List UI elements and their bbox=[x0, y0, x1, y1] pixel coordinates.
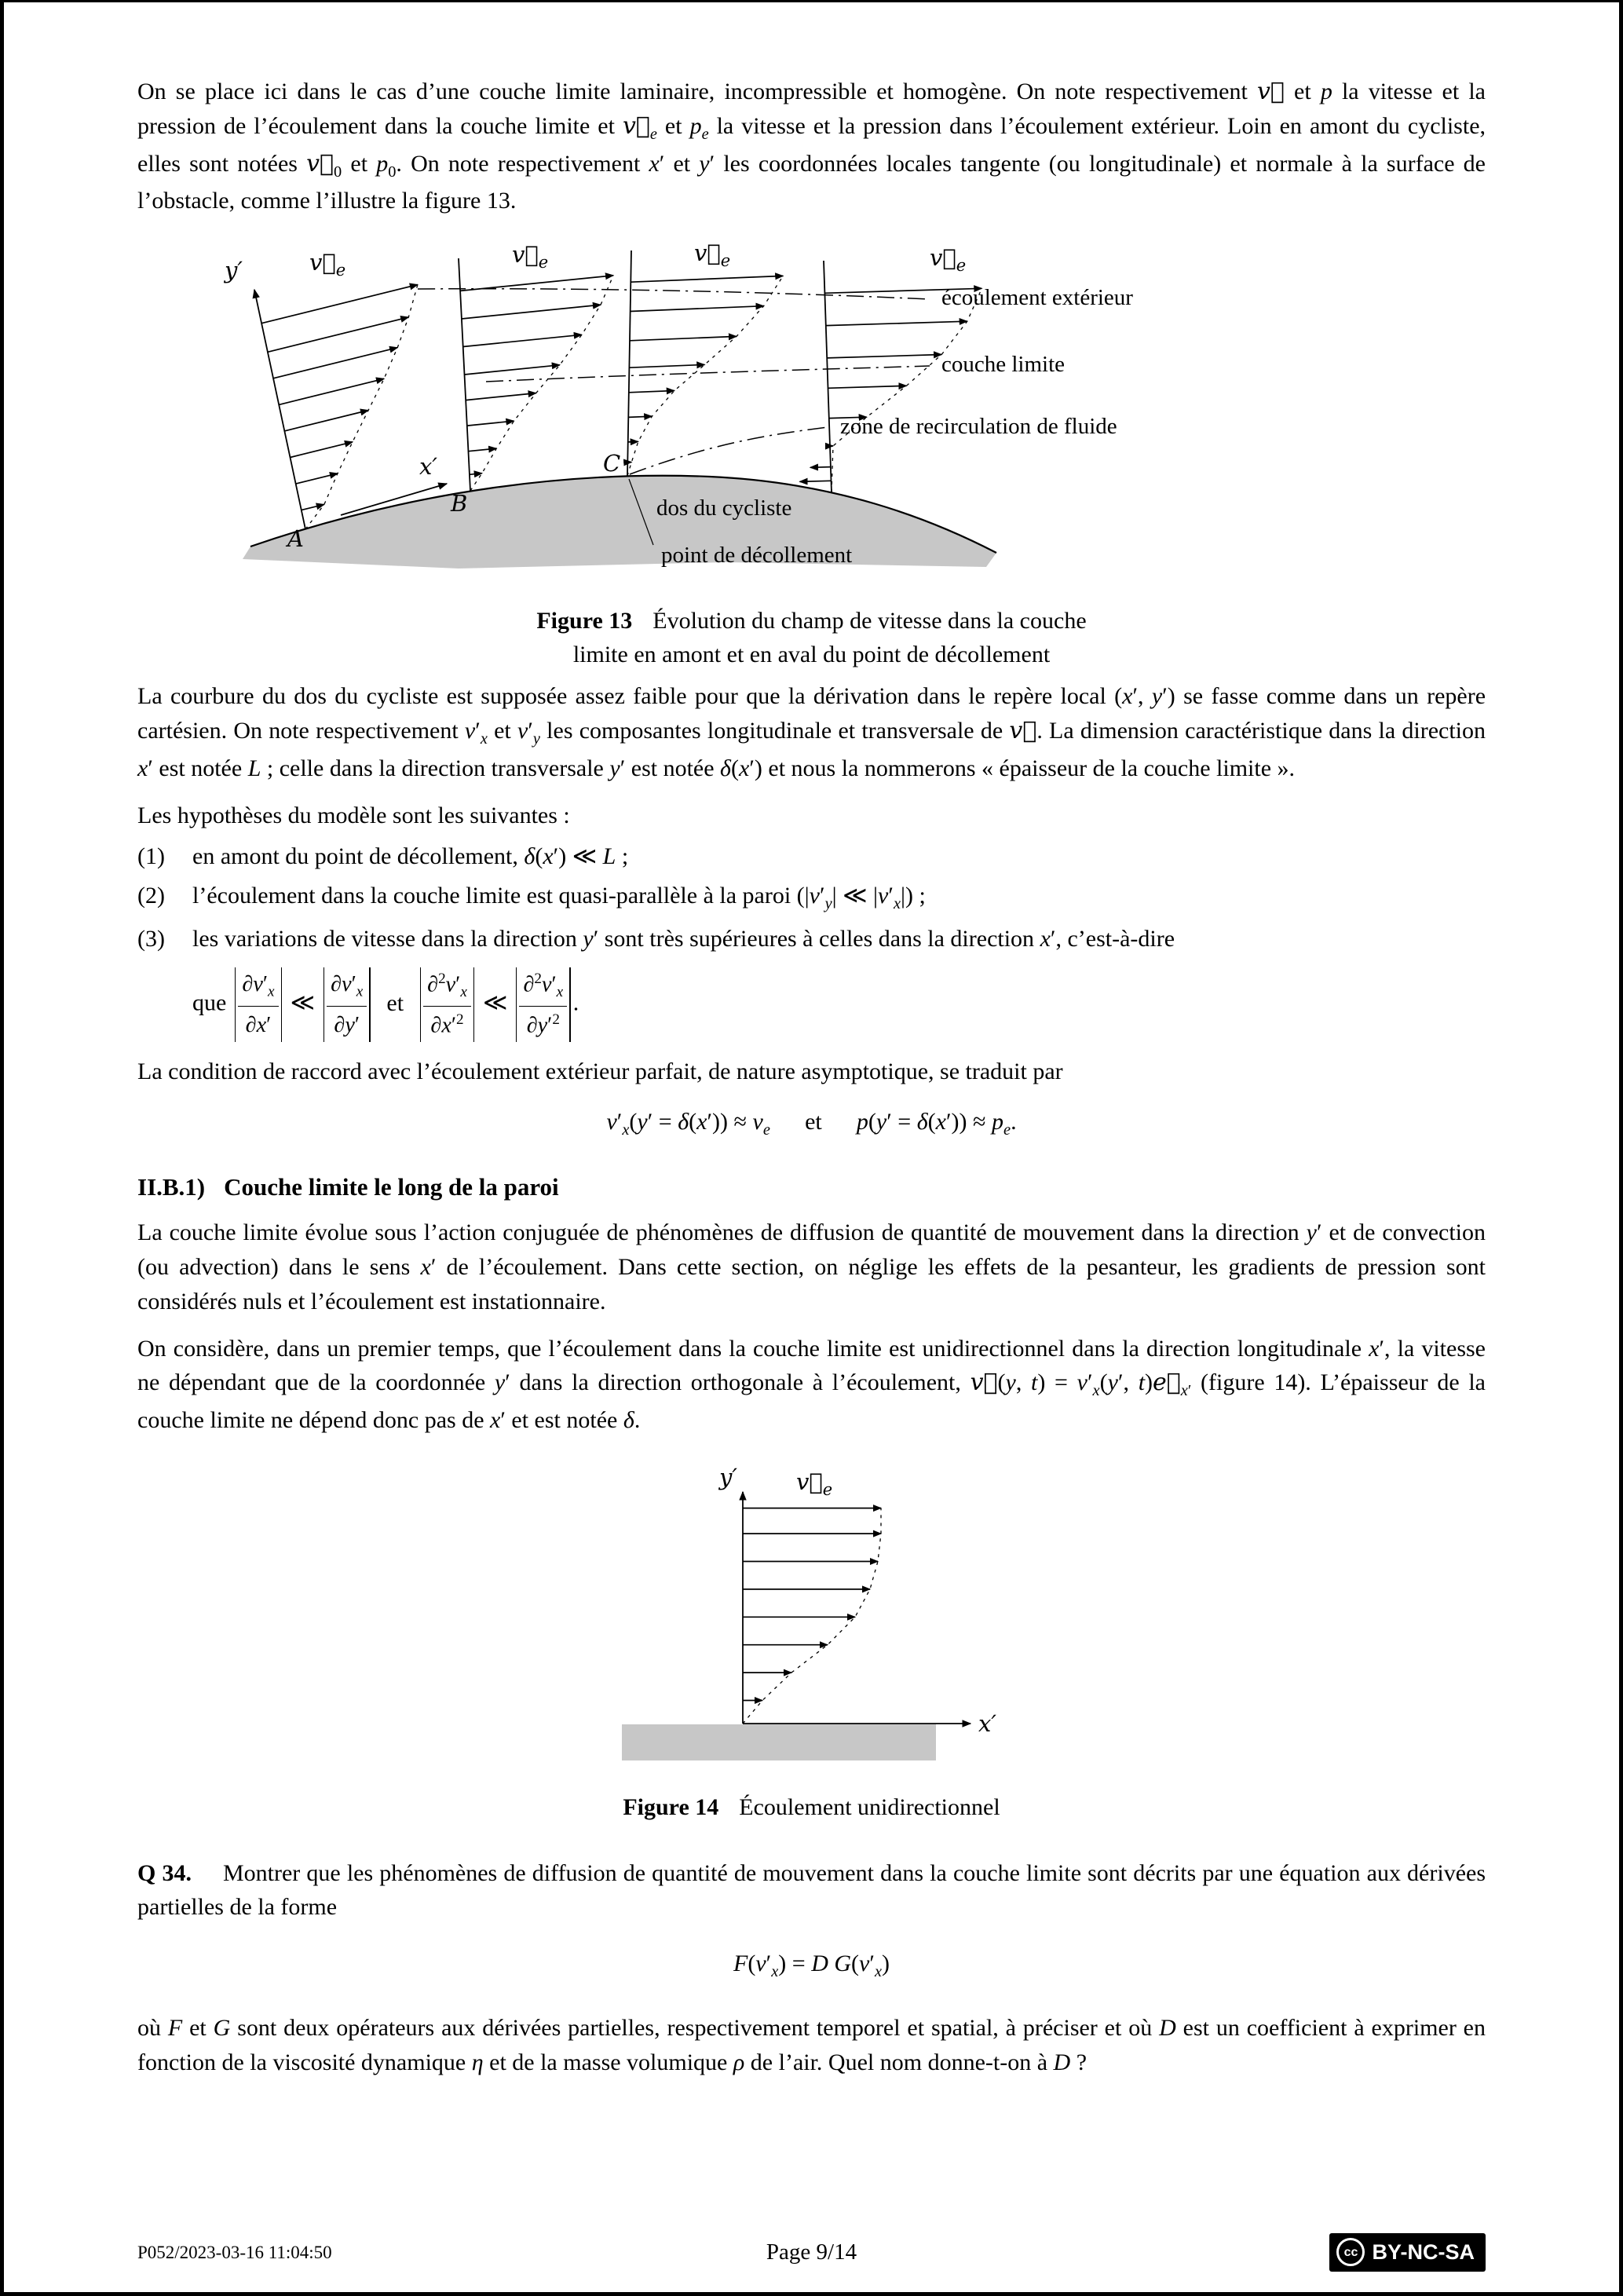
velocity-arrow bbox=[629, 365, 704, 368]
intro-paragraph: On se place ici dans le cas d’une couche limite laminaire, incompressible et homogène. On note respectivement v⃗ et p la vitesse et la pression de l’écoulement dans la couche limite et $v⃗_e$ et $p_e$ la vitesse et la pression dans l’écoulement extérieur. Loin en amont du cycliste, elles sont notées $v⃗_0$ et $p_0$. On note respectivement x′ et y′ les coordonnées locales tangente (ou longitudinale) et normale à la surface de l’obstacle, comme l’illustre la figure 13. bbox=[137, 78, 1486, 214]
section-number: II.B.1) bbox=[137, 1173, 206, 1201]
cyclist-back-surface bbox=[243, 476, 996, 569]
matching-condition-paragraph: La condition de raccord avec l’écoulement extérieur parfait, de nature asymptotique, se traduit par bbox=[137, 1058, 1063, 1085]
boundary-layer-label: couche limite bbox=[941, 352, 1065, 378]
velocity-arrow bbox=[267, 317, 408, 352]
ve-vector-label-4: $v⃗_e$ bbox=[929, 244, 966, 276]
figure-14-diagram bbox=[608, 1464, 1016, 1779]
velocity-arrow bbox=[462, 335, 581, 346]
velocity-arrow bbox=[295, 473, 337, 484]
point-c-label: C bbox=[602, 450, 620, 477]
velocity-arrow bbox=[466, 421, 514, 426]
page-number: Page 9/14 bbox=[766, 2239, 857, 2265]
figure-13-diagram bbox=[223, 239, 1401, 592]
question-34-text: Montrer que les phénomènes de diffusion de quantité de mouvement dans la couche limite sont décrits par une équation aux dérivées partielles de la forme bbox=[137, 1859, 1486, 1921]
ve-vector-label: $v⃗_e$ bbox=[795, 1468, 832, 1500]
question-34 bbox=[137, 1856, 1486, 1925]
cc-license-text: BY-NC-SA bbox=[1372, 2239, 1475, 2264]
hypothesis-1-text: en amont du point de décollement, δ(x′) ≪ L ; bbox=[192, 843, 629, 869]
footer-license-area bbox=[1036, 2233, 1486, 2272]
figure-14-caption-label: Figure 14 bbox=[623, 1794, 719, 1821]
velocity-arrow bbox=[464, 365, 559, 375]
velocity-arrow bbox=[284, 411, 368, 431]
recirculation-boundary-line bbox=[630, 427, 828, 474]
velocity-profile-envelope bbox=[743, 1508, 881, 1724]
matching-condition-equation: $v'_x(y' = \delta(x')) \approx v_e$ et $p(y' = \delta(x')) \approx p_e$. bbox=[606, 1109, 1017, 1139]
outer-flow-boundary-line bbox=[418, 289, 930, 299]
figure-14 bbox=[137, 1464, 1486, 1825]
velocity-arrow bbox=[469, 473, 481, 475]
ve-vector-label-1: $v⃗_e$ bbox=[309, 249, 345, 280]
y-axis-label: y′ bbox=[224, 257, 243, 284]
hypothesis-1-number: (1) bbox=[137, 843, 165, 869]
velocity-arrow bbox=[631, 276, 783, 283]
ve-vector-label-3: $v⃗_e$ bbox=[693, 239, 730, 271]
figure-14-caption bbox=[137, 1791, 1486, 1825]
profile-axis bbox=[254, 290, 305, 529]
figure-13-caption-text-2: limite en amont et en aval du point de décollement bbox=[572, 641, 1051, 667]
separation-point-label: point de décollement bbox=[660, 543, 852, 569]
figure-13-caption-label: Figure 13 bbox=[536, 608, 633, 634]
hypothesis-1 bbox=[137, 839, 1486, 874]
velocity-arrow bbox=[628, 416, 652, 417]
velocity-profile-envelope bbox=[470, 276, 613, 491]
hypothesis-3-equation: que $\frac{\partial v'_x}{\partial x'}$ ≪ $\frac{\partial v'_x}{\partial y'}$ et $\frac{\partial^2v'_x}{\partial x'^2}$ ≪ $\frac{\partial^2v'_x}{\partial y'^2}$ . bbox=[192, 967, 1486, 1043]
section-paragraph-2: On considère, dans un premier temps, que l’écoulement dans la couche limite est unidirectionnel dans la direction longitudinale x′, la vitesse ne dépendant que de la coordonnée y′ dans la direction orthogonale à l’écoulement, v⃗(y, $t) = v'_x(y'$, $t)e⃗_{x'}$ (figure 14). L’épaisseur de la couche limite ne dépend donc pas de x′ et est notée δ. bbox=[137, 1335, 1486, 1434]
document-reference: P052/2023-03-16 11:04:50 bbox=[137, 2242, 332, 2262]
outer-flow-label: écoulement extérieur bbox=[941, 285, 1133, 311]
wall-surface bbox=[622, 1724, 936, 1760]
figure-13 bbox=[137, 239, 1486, 671]
velocity-arrow bbox=[461, 305, 600, 319]
velocity-arrow bbox=[627, 442, 638, 443]
velocity-arrow bbox=[810, 467, 830, 468]
question-34-followup: où F et G sont deux opérateurs aux dérivées partielles, respectivement temporel et spatial, à préciser et où D est un coefficient à exprimer en fonction de la viscosité dynamique η et de la masse volumique ρ de l’air. Quel nom donne-t-on à D ? bbox=[137, 2015, 1486, 2075]
velocity-arrow bbox=[279, 378, 384, 404]
cc-icon: cc bbox=[1336, 2238, 1365, 2266]
velocity-arrow bbox=[290, 442, 353, 458]
hypothesis-3-number: (3) bbox=[137, 926, 165, 952]
hypothesis-3 bbox=[137, 922, 1486, 956]
page-footer bbox=[137, 2233, 1486, 2272]
velocity-arrow bbox=[460, 276, 613, 291]
x-axis-label: x′ bbox=[978, 1710, 996, 1738]
hypothesis-2-text: l’écoulement dans la couche limite est quasi-parallèle à la paroi ($|v'_y|$ ≪ $|v'_x|$) ; bbox=[192, 883, 926, 913]
velocity-arrow bbox=[466, 393, 536, 400]
page-content bbox=[4, 2, 1619, 2080]
cyclist-back-label: dos du cycliste bbox=[656, 495, 791, 521]
x-axis-label: x′ bbox=[419, 453, 437, 481]
section-title: Couche limite le long de la paroi bbox=[224, 1173, 559, 1201]
velocity-profile-envelope bbox=[305, 285, 418, 530]
velocity-arrow bbox=[273, 348, 397, 378]
velocity-arrow bbox=[827, 355, 941, 358]
point-b-label: B bbox=[450, 490, 467, 517]
hypothesis-2-number: (2) bbox=[137, 883, 165, 909]
section-paragraph-1: La couche limite évolue sous l’action conjuguée de phénomènes de diffusion de quantité de mouvement dans la direction y′ et de convection (ou advection) dans le sens x′ de l’écoulement. Dans cette section, on néglige les effets de la pesanteur, les gradients de pression sont considérés nuls et l’écoulement est instationnaire. bbox=[137, 1219, 1486, 1314]
section-heading bbox=[137, 1169, 1486, 1205]
hypothesis-2 bbox=[137, 879, 1486, 916]
question-34-equation: $F(v'_x) = D$ $G(v'_x)$ bbox=[733, 1951, 890, 1981]
velocity-arrow bbox=[261, 285, 418, 324]
question-34-label: Q 34. bbox=[137, 1859, 192, 1886]
velocity-arrow bbox=[628, 391, 674, 393]
figure-13-caption bbox=[137, 605, 1486, 671]
velocity-arrow bbox=[468, 448, 496, 452]
curvature-paragraph: La courbure du dos du cycliste est supposée assez faible pour que la dérivation dans le repère local (x′, y′) se fasse comme dans un repère cartésien. On note respectivement $v'_x$ et $v'_y$ les composantes longitudinale et transversale de v⃗. La dimension caractéristique dans la direction x′ est notée L ; celle dans la direction transversale y′ est notée δ(x′) et nous la nommerons « épaisseur de la couche limite ». bbox=[137, 683, 1486, 781]
figure-14-caption-text: Écoulement unidirectionnel bbox=[739, 1794, 1000, 1821]
figure-13-caption-text-1: Évolution du champ de vitesse dans la couche bbox=[652, 608, 1087, 634]
hypothesis-3-text: les variations de vitesse dans la direction y′ sont très supérieures à celles dans la direction x′, c’est-à-dire bbox=[192, 926, 1175, 952]
hypotheses-intro: Les hypothèses du modèle sont les suivantes : bbox=[137, 802, 570, 828]
velocity-arrow bbox=[828, 386, 906, 388]
velocity-profile-envelope bbox=[832, 288, 981, 492]
velocity-arrow bbox=[630, 306, 763, 312]
ve-vector-label-2: $v⃗_e$ bbox=[511, 241, 548, 272]
y-axis-label: y′ bbox=[718, 1464, 737, 1491]
cc-license-badge bbox=[1329, 2233, 1486, 2272]
point-a-label: A bbox=[287, 525, 304, 553]
recirculation-zone-label: zone de recirculation de fluide bbox=[839, 414, 1117, 440]
velocity-arrow bbox=[630, 337, 737, 341]
velocity-arrow bbox=[825, 321, 967, 325]
